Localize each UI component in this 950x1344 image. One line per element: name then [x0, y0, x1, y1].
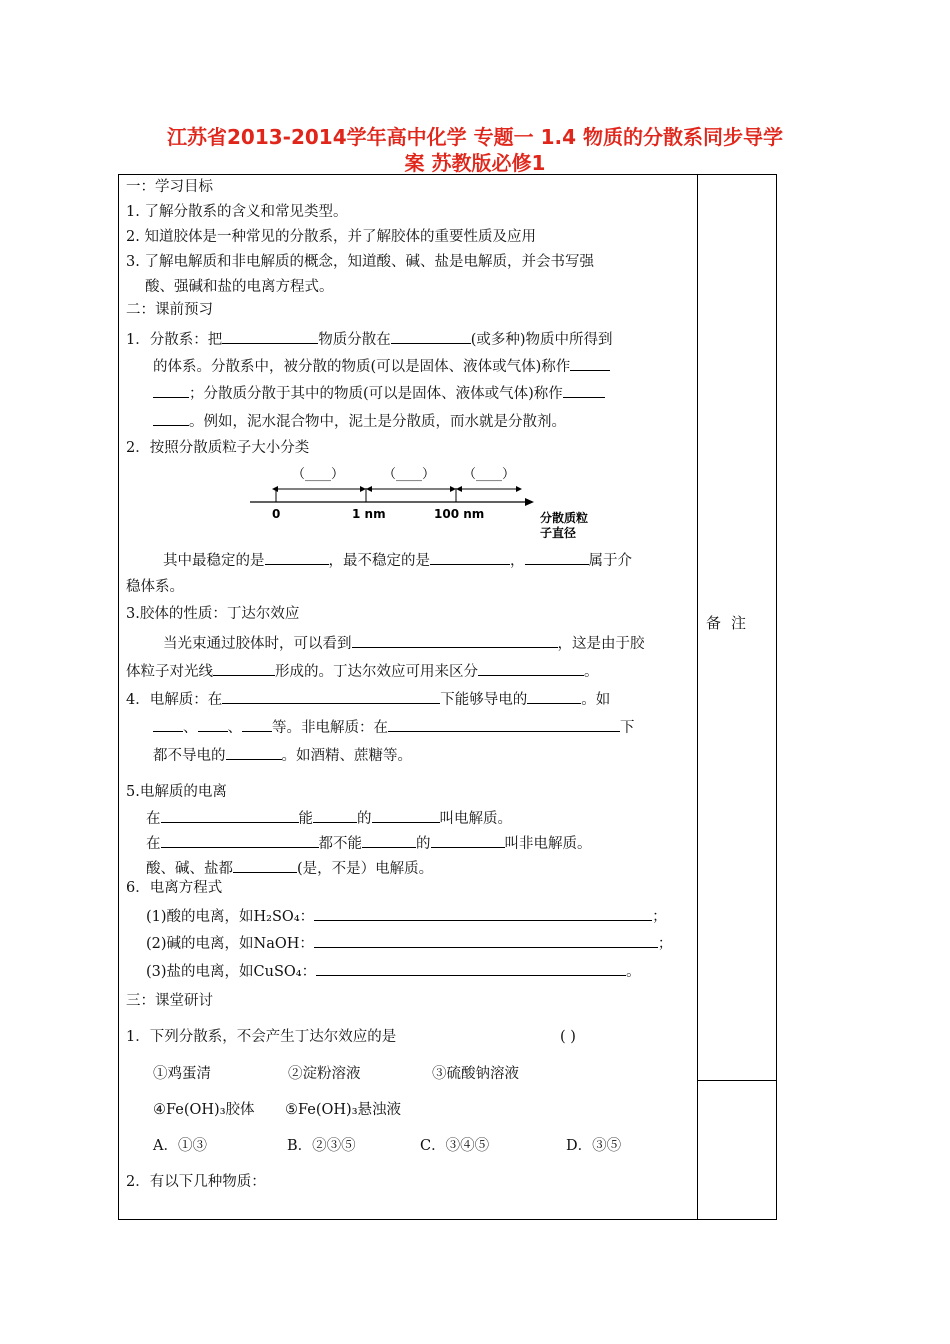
- side-note-label: 备注: [706, 614, 757, 632]
- ex1-option-5: ⑤Fe(OH)₃悬浊液: [285, 1102, 402, 1118]
- blank[interactable]: [265, 549, 329, 565]
- ex1-option-4: ④Fe(OH)₃胶体: [153, 1102, 255, 1118]
- q6-text-b: (2)碱的电离，如NaOH：: [146, 936, 314, 952]
- blank[interactable]: [570, 355, 610, 371]
- q4-text-d: 、: [183, 720, 198, 736]
- q3-text-e: 。: [584, 664, 599, 680]
- q4-text-e: 等。非电解质：在: [272, 720, 388, 736]
- q5-text-a3: 的: [357, 811, 372, 827]
- blank[interactable]: [431, 832, 505, 848]
- q1-text-c: (或多种)物质中所得到: [470, 332, 613, 348]
- objective-3: 3. 了解电解质和非电解质的概念，知道酸、碱、盐是电解质，并会书写强: [126, 254, 594, 270]
- tick-label-1nm: 1 nm: [352, 507, 386, 521]
- blank[interactable]: [153, 410, 189, 426]
- section1-heading: 一：学习目标: [126, 179, 213, 195]
- ex1-option-1: ①鸡蛋清: [153, 1066, 211, 1082]
- column-divider: [697, 174, 698, 1220]
- q1-text-b: 物质分散在: [318, 332, 391, 348]
- ex1-choice-b[interactable]: B．②③⑤: [287, 1138, 356, 1154]
- objective-2: 2. 知道胶体是一种常见的分散系，并了解胶体的重要性质及应用: [126, 229, 536, 245]
- ex1-option-3: ③硫酸钠溶液: [432, 1066, 519, 1082]
- q3-line2: [126, 660, 599, 682]
- q4-text-b: 下能够导电的: [440, 692, 528, 708]
- q5-text-c1: 酸、碱、盐都: [146, 861, 233, 877]
- document-title-line2: 案 苏教版必修1: [404, 151, 546, 175]
- q4-text-f: 下: [620, 720, 635, 736]
- q1-line4: [153, 410, 566, 432]
- arrowhead-icon: [366, 486, 372, 492]
- arrowhead-icon: [516, 486, 522, 492]
- q3-text-b: ，这是由于胶: [557, 636, 645, 652]
- q6-salt: [146, 960, 641, 982]
- blank[interactable]: [213, 660, 275, 676]
- ex1-choice-d[interactable]: D．③⑤: [566, 1138, 622, 1154]
- axis-arrow-icon: [525, 498, 534, 506]
- q1-line3: [153, 382, 605, 404]
- q6-period-c: 。: [626, 964, 641, 980]
- q4-text-a: 4．电解质：在: [126, 692, 223, 708]
- q5-text-a4: 叫电解质。: [439, 811, 512, 827]
- blank[interactable]: [153, 382, 189, 398]
- q2-text-b: ，最不稳定的是: [328, 553, 430, 569]
- q6-base: [146, 932, 672, 954]
- blank[interactable]: [313, 807, 357, 823]
- blank[interactable]: [314, 932, 658, 948]
- q6-semicolon-a: ；: [652, 909, 667, 925]
- q1-line2: [153, 355, 610, 377]
- q5-line2: [146, 832, 592, 854]
- ex1-answer-paren[interactable]: ( ): [560, 1029, 576, 1045]
- q5-text-b1: 在: [146, 836, 161, 852]
- blank[interactable]: [362, 832, 416, 848]
- ex1-option-2: ②淀粉溶液: [288, 1066, 361, 1082]
- range-paren-1: （____）: [292, 467, 345, 482]
- q5-line3: [146, 857, 433, 879]
- blank[interactable]: [478, 660, 584, 676]
- q2-text-a: 其中最稳定的是: [163, 553, 265, 569]
- blank[interactable]: [242, 716, 272, 732]
- q5-text-b4: 叫非电解质。: [504, 836, 592, 852]
- q2-text-d: 属于介: [588, 553, 632, 569]
- range-paren-3: （____）: [463, 467, 516, 482]
- blank[interactable]: [352, 632, 558, 648]
- blank[interactable]: [527, 688, 581, 704]
- q6-acid: [146, 905, 667, 927]
- q1-line1: [126, 328, 613, 350]
- q4-text-d2: 、: [227, 720, 242, 736]
- q6-text-c: (3)盐的电离，如CuSO₄：: [146, 964, 317, 980]
- q3-text-a: 当光束通过胶体时，可以看到: [163, 636, 352, 652]
- blank[interactable]: [525, 549, 589, 565]
- q6-text-a: (1)酸的电离，如H₂SO₄：: [146, 909, 315, 925]
- q5-text-b3: 的: [416, 836, 431, 852]
- blank[interactable]: [222, 688, 440, 704]
- ex1-question: 1．下列分散系，不会产生丁达尔效应的是: [126, 1029, 397, 1045]
- blank[interactable]: [316, 960, 626, 976]
- blank[interactable]: [372, 807, 440, 823]
- axis-label-line2: 子直径: [540, 526, 577, 540]
- blank[interactable]: [233, 857, 297, 873]
- tick-label-0: 0: [272, 507, 281, 521]
- arrowhead-icon: [450, 486, 456, 492]
- blank[interactable]: [314, 905, 652, 921]
- q2-line1: [163, 549, 632, 571]
- q1-text-a: 1．分散系：把: [126, 332, 223, 348]
- blank[interactable]: [430, 549, 510, 565]
- objective-3-cont: 酸、强碱和盐的电离方程式。: [145, 279, 334, 295]
- blank[interactable]: [161, 807, 299, 823]
- q3-text-d: 形成的。丁达尔效应可用来区分: [275, 664, 478, 680]
- axis-label-line1: 分散质粒: [540, 511, 589, 525]
- document-title-line1: 江苏省2013-2014学年高中化学 专题一 1.4 物质的分散系同步导学: [167, 125, 783, 149]
- blank[interactable]: [153, 716, 183, 732]
- q6-semicolon-b: ；: [657, 936, 673, 952]
- blank[interactable]: [222, 328, 318, 344]
- q4-text-c: 。如: [581, 692, 611, 708]
- ex1-choice-a[interactable]: A．①③: [153, 1138, 207, 1154]
- q4-text-g: 都不导电的: [153, 748, 226, 764]
- tick-label-100nm: 100 nm: [434, 507, 485, 521]
- q5-text-c2: (是，不是）电解质。: [297, 861, 434, 877]
- blank[interactable]: [226, 744, 282, 760]
- range-paren-2: （____）: [383, 467, 436, 482]
- q5-text-a1: 在: [146, 811, 161, 827]
- blank[interactable]: [391, 328, 471, 344]
- arrowhead-icon: [360, 486, 366, 492]
- particle-size-scale-diagram: [250, 462, 620, 542]
- q5-heading: 5.电解质的电离: [126, 784, 227, 800]
- q4-text-h: 。如酒精、蔗糖等。: [281, 748, 412, 764]
- q1-text-e: ；分散质分散于其中的物质(可以是固体、液体或气体)称作: [189, 386, 563, 402]
- ex1-choice-c[interactable]: C．③④⑤: [420, 1138, 490, 1154]
- arrowhead-icon: [272, 486, 278, 492]
- q2-text-c: ，: [510, 553, 525, 569]
- q4-line2: [153, 716, 635, 738]
- q5-line1: [146, 807, 512, 829]
- blank[interactable]: [198, 716, 228, 732]
- ex2-question: 2．有以下几种物质：: [126, 1174, 266, 1190]
- q1-text-f: 。例如，泥水混合物中，泥土是分散质，而水就是分散剂。: [189, 414, 566, 430]
- objective-1: 1. 了解分散系的含义和常见类型。: [126, 204, 348, 220]
- q4-line1: [126, 688, 610, 710]
- arrowhead-icon: [456, 486, 462, 492]
- q1-text-d: 的体系。分散系中，被分散的物质(可以是固体、液体或气体)称作: [153, 359, 571, 375]
- blank[interactable]: [563, 382, 605, 398]
- q2-heading: 2．按照分散质粒子大小分类: [126, 440, 310, 456]
- q4-line3: [153, 744, 412, 766]
- q3-line1: [163, 632, 645, 654]
- blank[interactable]: [388, 716, 620, 732]
- q3-text-c: 体粒子对光线: [126, 664, 213, 680]
- section2-heading: 二：课前预习: [126, 302, 213, 318]
- q5-text-b2: 都不能: [318, 836, 362, 852]
- q2-line2: 稳体系。: [126, 579, 184, 595]
- section3-heading: 三：课堂研讨: [126, 993, 213, 1009]
- side-row-divider: [697, 1080, 777, 1081]
- q5-text-a2: 能: [298, 811, 313, 827]
- q3-heading: 3.胶体的性质：丁达尔效应: [126, 606, 300, 622]
- blank[interactable]: [161, 832, 319, 848]
- q6-heading: 6．电离方程式: [126, 880, 223, 896]
